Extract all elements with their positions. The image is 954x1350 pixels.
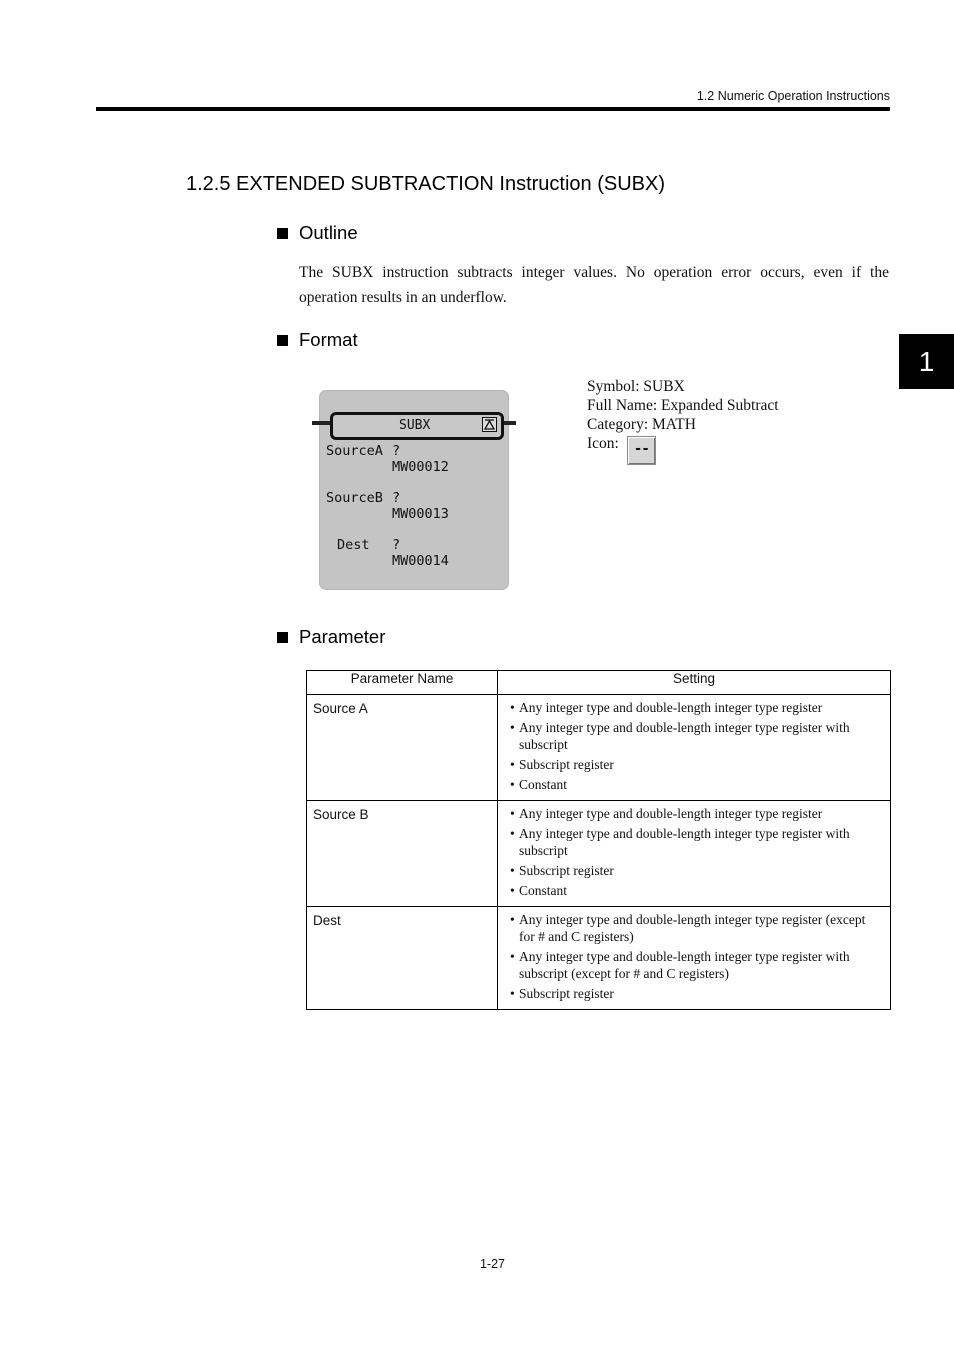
list-item: • Subscript register [510, 756, 880, 773]
list-item: • Any integer type and double-length integer type register with subscript [510, 825, 880, 859]
symbol-line: Symbol: SUBX [587, 378, 685, 395]
input-pin [312, 421, 332, 425]
list-item: • Any integer type and double-length integer type register (except for # and C registers) [510, 911, 880, 945]
instruction-info [587, 377, 779, 465]
sourceb-value: MW00013 [392, 506, 449, 522]
param-setting-source-a [498, 695, 891, 801]
table-row [307, 801, 891, 907]
table-header-row [307, 671, 891, 695]
square-bullet-icon [277, 335, 288, 346]
subtract-icon [627, 436, 656, 465]
sourceb-label: SourceB [326, 490, 383, 506]
parameter-heading-label: Parameter [299, 626, 386, 647]
param-setting-dest [498, 907, 891, 1010]
function-block-image [310, 388, 518, 592]
function-block-title: SUBX [399, 418, 431, 433]
sourcea-label: SourceA [326, 443, 383, 459]
outline-heading-label: Outline [299, 222, 358, 243]
outline-text: The SUBX instruction subtracts integer values. No operation error occurs, even if the operation results in an underflow. [299, 264, 889, 306]
list-item: • Any integer type and double-length integer type register [510, 805, 880, 822]
sourcea-value: MW00012 [392, 459, 449, 475]
dest-value: MW00014 [392, 553, 449, 569]
subtract-icon-glyph: -- [633, 441, 649, 457]
page-number: 1-27 [479, 1257, 506, 1271]
format-heading [277, 329, 358, 351]
column-header-name: Parameter Name [307, 671, 498, 695]
function-block-titlebar [330, 412, 504, 440]
running-header: 1.2 Numeric Operation Instructions [696, 89, 890, 103]
list-item: • Any integer type and double-length integer type register [510, 699, 880, 716]
table-row [307, 907, 891, 1010]
list-item: • Any integer type and double-length integer type register with subscript [510, 719, 880, 753]
list-item: • Subscript register [510, 985, 880, 1002]
parameter-table [306, 670, 891, 1010]
sourceb-q: ? [392, 490, 401, 506]
dest-q: ? [392, 537, 401, 553]
square-bullet-icon [277, 228, 288, 239]
list-item: • Subscript register [510, 862, 880, 879]
icon-line [587, 434, 779, 465]
dest-label: Dest [337, 537, 370, 553]
full-name-line: Full Name: Expanded Subtract [587, 397, 779, 414]
sourcea-q: ? [392, 443, 401, 459]
param-setting-source-b [498, 801, 891, 907]
list-item: • Constant [510, 882, 880, 899]
column-header-setting: Setting [498, 671, 891, 695]
list-item: • Constant [510, 776, 880, 793]
outline-heading [277, 222, 358, 244]
icon-label: Icon: [587, 435, 619, 452]
param-name-source-a: Source A [307, 695, 498, 801]
category-line: Category: MATH [587, 416, 696, 433]
table-row [307, 695, 891, 801]
parameter-heading [277, 626, 385, 648]
square-bullet-icon [277, 632, 288, 643]
param-name-dest: Dest [307, 907, 498, 1010]
chapter-tab: 1 [899, 334, 954, 389]
block-tool-icon [482, 417, 497, 432]
format-heading-label: Format [299, 329, 358, 350]
param-name-source-b: Source B [307, 801, 498, 907]
header-rule [96, 107, 890, 111]
list-item: • Any integer type and double-length integer type register with subscript (except for # and C registers) [510, 948, 880, 982]
section-title: 1.2.5 EXTENDED SUBTRACTION Instruction (SUBX) [186, 173, 666, 195]
